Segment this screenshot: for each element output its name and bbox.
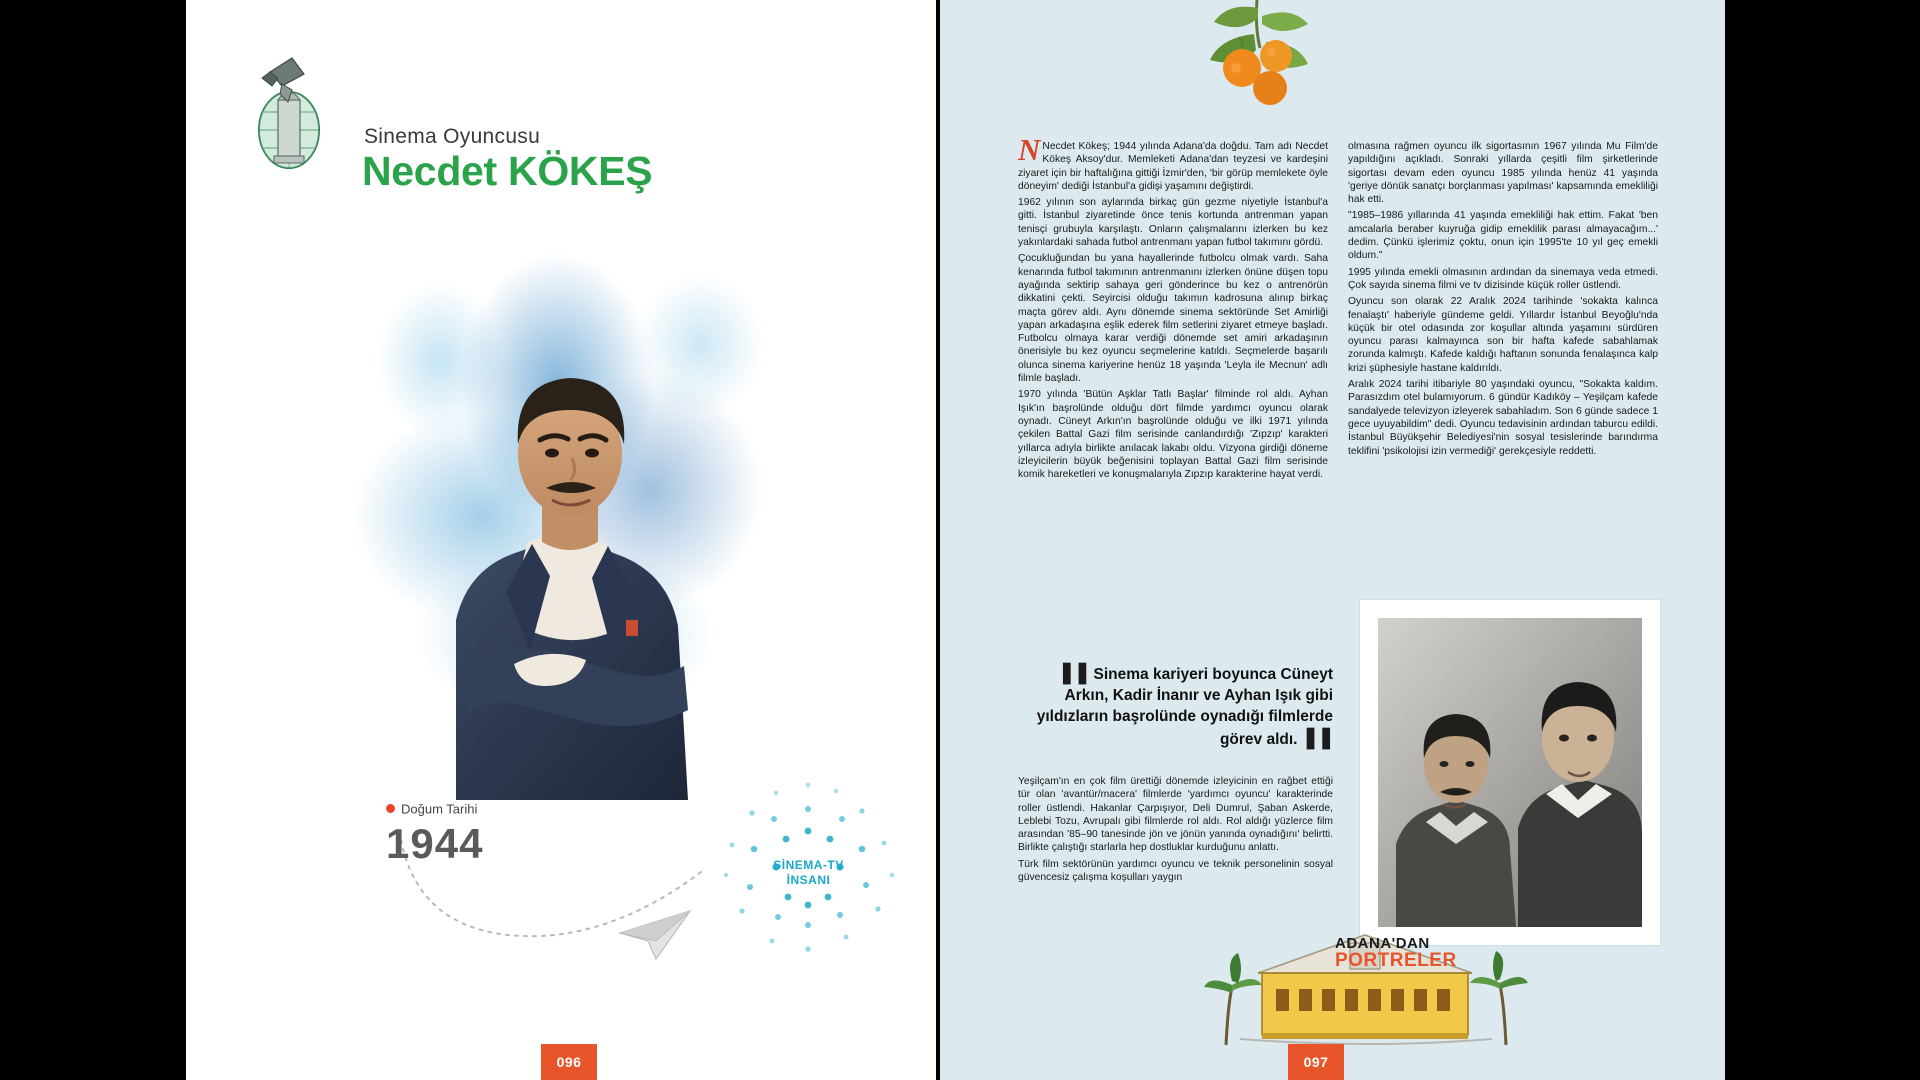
paragraph: Aralık 2024 tarihi itibariyle 80 yaşındaki oyuncu, "Sokakta kaldım. Parasızdım otel bulamıyorum. 6 gündür Kadıköy – Yeşilçam kafede sandalyede televizyon izleyerek sabahladım. Son 6 günde sadece 1 gece uyuyabildim" dedi. Oyuncu tedavisinin ardından taburcu edildi. İstanbul Büyükşehir Belediyesi'nin sosyal tesislerinde barındırma teklifini 'psikolojisi izin vermediği' gerekçesiyle reddetti. — [1348, 379, 1658, 457]
birth-date-label: Doğum Tarihi — [401, 801, 478, 817]
paragraph: Yeşilçam'ın en çok film ürettiği dönemde izleyicinin en rağbet ettiği tür olan 'avantür/macera' filmlerde 'yardımcı oyuncu' karakterinde roller üstlendi. Hakanlar Çarpışıyor, Deli Dumrul, Şaban Askerde, Leblebi Tozu, Avrupalı gibi filmlerde rol aldı. Rol aldığı yüzlerce film arasından '85–90 tanesinde jön ve jönün yanında oynadığını' belirtti. Birlikte çalıştığı starlarla hep dostluklar kurduğunu anlattı. — [1018, 776, 1333, 854]
archive-black-and-white-photo — [1378, 618, 1642, 927]
role-label: Sinema Oyuncusu — [364, 125, 541, 148]
badge-line-2: İNSANI — [786, 873, 831, 887]
paragraph-text: Necdet Kökeş; 1944 yılında Adana'da doğdu. Tam adı Necdet Kökeş Aksoy'dur. Memleketi Adana'dan teyzesi ve kardeşini ziyaret için bir haftalığına gittiği İzmir'den, 'bir görüp memlekete öyle döneyim' dediği İstanbul'a gidişi yaşamını değiştirdi. — [1018, 141, 1328, 192]
after-quote-text — [1018, 775, 1333, 887]
statue-monument-icon — [234, 34, 344, 184]
footer-subtitle: PORTRELER — [1335, 950, 1457, 971]
bullet-dot-icon — [386, 804, 395, 813]
pull-quote — [1018, 662, 1333, 750]
paper-plane-icon — [616, 905, 696, 965]
paragraph: 1962 yılının son aylarında birkaç gün gezme niyetiyle İstanbul'a gitti. İstanbul ziyaretinde önce tenis kortunda antrenman yapan tenisçi grubuyla karşılaştı. Onların çalışmalarını izlerken bu kez yakınlardaki sahada futbol antrenmanı yapan futbol takımını gördü. — [1018, 197, 1328, 249]
paragraph: Çocukluğundan bu yana hayallerinde futbolcu olmak vardı. Saha kenarında futbol takımının antrenmanını izlerken önüne düşen topu ayağında sektirip sahaya geri gönderince bu kez o antrenörün dikkatini çekti. Seyircisi olduğu takımın kadrosuna alınıp birkaç maçta görev aldı. Aynı dönemde sinema sektöründe Set Amirliği yapan arkadaşına eşlik ederek film setlerini ziyaret etmeye başladı. Futbolcu olmaya karar verdiği dönemde set amiri arkadaşının önerisiyle bu kez oyuncu seçmelerine katıldı. Seçmelerde başarılı olunca sinema kariyerine henüz 18 yaşında 'Leyla ile Mecnun' adlı filmle başladı. — [1018, 253, 1328, 385]
column-left — [1018, 132, 1328, 484]
quote-close-icon: ❚❚ — [1301, 726, 1333, 749]
paragraph — [1018, 132, 1328, 193]
article-columns — [1018, 132, 1658, 484]
orange-branch-icon — [1170, 0, 1345, 125]
portrait-splash-composition — [206, 210, 916, 830]
paragraph: olmasına rağmen oyuncu ilk sigortasının 1967 yılında Mu Film'de yapıldığını açıkladı. Sonraki yıllarda çeşitli film şirketlerinde sigortası devam eden oyuncu 1985 yılında henüz 41 yaşında 'geriye dönük sanatçı borçlanması yapılması' kapsamında emekliliği hak etti. — [1348, 141, 1658, 206]
quote-open-icon: ❚❚ — [1058, 661, 1090, 684]
badge-caption — [716, 858, 901, 888]
left-page-header — [186, 20, 936, 200]
page-title — [362, 148, 652, 195]
pull-quote-text: Sinema kariyeri boyunca Cüneyt Arkın, Kadir İnanır ve Ayhan Işık gibi yıldızların başrolünde oynadığı filmlerde görev aldı. — [1036, 666, 1333, 748]
paragraph: 1970 yılında 'Bütün Aşklar Tatlı Başlar' filminde rol aldı. Ayhan Işık'ın başrolünde olduğu dört filmde yardımcı oyuncu olarak oynadı. Cüneyt Arkın'ın başrolünde olduğu ve ilki 1971 yılında çekilen Battal Gazi film serisinde canlandırdığı 'Zıpzıp' karakteri yıllarca adıyla birlikte anılacak lakabı oldu. Vizyona girdiği döneme izleyicilerin büyük beğenisini toplayan Battal Gazi film serisinde komik hareketleri ve konuşmalarıyla Zıpzıp karakterine hayat verdi. — [1018, 389, 1328, 481]
paragraph: Oyuncu son olarak 22 Aralık 2024 tarihinde 'sokakta kalınca fenalaştı' haberiyle gündeme geldi. Yıllardır İstanbul Beyoğlu'nda küçük bir otel odasında zor koşullar altında yaşamını sürdüren oyuncu parası kalmayınca son bir hafta kafede sabahlamak zorunda kalmıştı. Kafede kaldığı haftanın sonunda fenalaşınca kalp krizi şüphesiyle hastane kaldırıldı. — [1348, 296, 1658, 374]
right-page — [940, 0, 1725, 1080]
drop-cap: N — [1018, 132, 1041, 167]
birth-year-value: 1944 — [386, 820, 484, 867]
paragraph: Türk film sektörünün yardımcı oyuncu ve teknik personelinin sosyal güvencesiz çalışma koşulları yaygın — [1018, 858, 1333, 884]
page-gutter — [936, 0, 940, 1080]
paragraph: 1995 yılında emekli olmasının ardından da sinemaya veda etmedi. Çok sayıda sinema filmi ve tv dizisinde küçük roller üstlendi. — [1348, 266, 1658, 291]
birth-date-block — [386, 800, 646, 868]
paragraph: "1985–1986 yıllarında 41 yaşında emekliliği hak ettim. Fakat 'ben amcalarla beraber kuyruğa gidip emeklilik parası almayacağım...' dedim. Çünkü işlerimiz çoktu, onun için 1995'te 10 yıl geç emekli oldum." — [1348, 210, 1658, 262]
page-number-left: 096 — [541, 1044, 597, 1080]
badge-line-1: SİNEMA-TV — [773, 858, 844, 872]
column-right — [1348, 140, 1658, 484]
left-page — [186, 0, 936, 1080]
person-last-name: KÖKEŞ — [508, 148, 653, 194]
portrait-photo — [396, 320, 746, 800]
footer-title: ADANA'DAN — [1335, 935, 1430, 952]
archive-photo-frame — [1360, 600, 1660, 945]
person-first-name: Necdet — [362, 148, 509, 194]
page-number-right: 097 — [1288, 1044, 1344, 1080]
